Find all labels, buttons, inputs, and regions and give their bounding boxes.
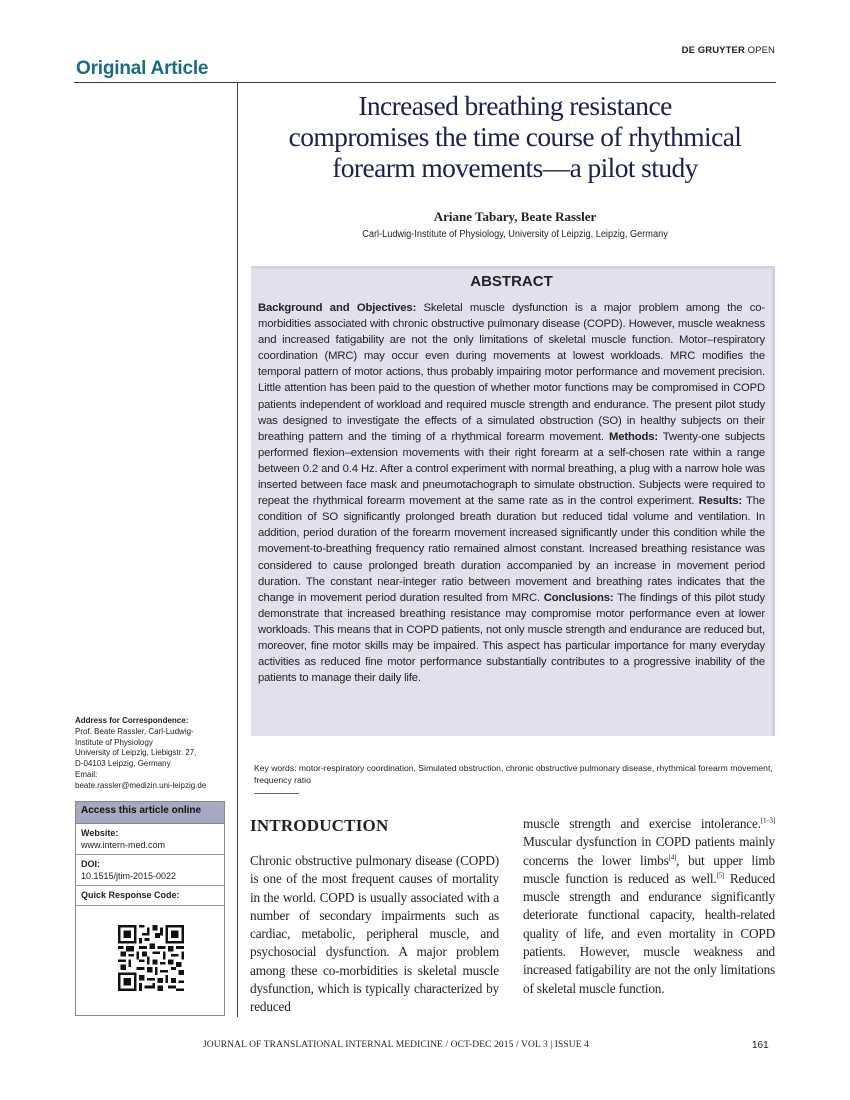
- citation-link[interactable]: [5]: [716, 871, 725, 880]
- intro-text: Muscular dysfunction in COPD patients mainly concerns the lower limbs: [523, 834, 775, 868]
- abstract-label-methods: Methods:: [608, 430, 658, 443]
- qr-row: [76, 886, 224, 906]
- access-heading: Access this article online: [76, 802, 224, 824]
- affiliation: Carl-Ludwig-Institute of Physiology, University of Leipzig, Leipzig, Germany: [362, 229, 668, 240]
- keywords-text: motor-respiratory coordination, Simulated obstruction, chronic obstructive pulmonary disease, rhythmical forearm movement, frequency ratio: [254, 763, 773, 785]
- publisher-name-rest: OPEN: [747, 45, 775, 56]
- header-divider: [74, 82, 776, 83]
- correspondence-line: Email:: [75, 769, 98, 779]
- keywords-label: Key words:: [254, 763, 297, 773]
- citation-link[interactable]: [1–3]: [760, 816, 775, 825]
- doi-link[interactable]: 10.1515/jtim-2015-0022: [81, 870, 177, 881]
- keywords-divider: [254, 793, 299, 794]
- abstract-label-conclusions: Conclusions:: [543, 591, 614, 604]
- intro-text: , but upper limb muscle function is reduced as well.: [523, 852, 775, 886]
- abstract-label-results: Results:: [698, 495, 742, 508]
- abstract-text-results: The condition of SO significantly prolonged breath duration but reduced tidal volume and ventilation. In addition, period duration of the forearm movement increased significantly under this condition while the movement-to-breathing frequency ratio remained almost constant. Increased breathing resistance was considered to cause prolonged breath duration accompanied by an increase in movement period duration. The constant near-integer ratio between movement and breathing rates indicates that the change in movement period duration resulted from MRC.: [258, 495, 765, 604]
- abstract-body: [258, 300, 765, 686]
- publisher-name-bold: DE GRUYTER: [681, 45, 745, 56]
- abstract-heading: ABSTRACT: [470, 273, 553, 290]
- intro-text: Reduced muscle strength and endurance significantly deteriorate functional capacity, health-related quality of life, and even mortality in COPD patients. However, muscle weakness and increased fatigability are not the only limitations of skeletal muscle function.: [523, 870, 775, 996]
- website-label: Website:: [81, 828, 119, 838]
- introduction-column-1: Chronic obstructive pulmonary disease (COPD) is one of the most frequent causes of mortality in the world. COPD is usually associated with a number of secondary impairments such as cardiac, metabolic, peripheral muscle, and psychosocial dysfunction. A major problem among these co-morbidities is skeletal muscle dysfunction, which is typically characterized by reduced: [250, 853, 499, 1015]
- correspondence-line: D-04103 Leipzig, Germany: [75, 759, 171, 769]
- correspondence-address: [75, 716, 235, 792]
- page-number: 161: [752, 1040, 769, 1051]
- qr-code-icon: [118, 925, 184, 991]
- doi-row: [76, 855, 224, 886]
- correspondence-line: University of Leipzig, Liebigstr. 27,: [75, 748, 197, 758]
- correspondence-line: Institute of Physiology: [75, 737, 153, 747]
- column-divider: [237, 83, 238, 1017]
- website-link[interactable]: www.intern-med.com: [81, 839, 166, 850]
- authors: Ariane Tabary, Beate Rassler: [433, 209, 597, 224]
- correspondence-line: Prof. Beate Rassler, Carl-Ludwig-: [75, 726, 194, 736]
- abstract-box: [251, 266, 775, 736]
- abstract-text-methods: Twenty-one subjects performed flexion–extension movements with their right forearm at a self-chosen rate within a range between 0.2 and 0.4 Hz. After a control experiment with normal breathing, a plug with a narrow hole was inserted between face mask and pneumotachograph to simulate obstruction. Subjects were required to repeat the rhythmical forearm movement at the same rate as in the control experiment.: [258, 430, 765, 508]
- publisher-logo: [682, 45, 775, 56]
- correspondence-email[interactable]: beate.rassler@medizin.uni-leipzig.de: [75, 780, 207, 790]
- access-online-box: [75, 801, 225, 1016]
- qr-label: Quick Response Code:: [81, 890, 180, 900]
- title-line: forearm movements—a pilot study: [332, 152, 698, 183]
- intro-text: muscle strength and exercise intolerance.: [523, 816, 761, 831]
- journal-footer: JOURNAL OF TRANSLATIONAL INTERNAL MEDICINE / OCT-DEC 2015 / VOL 3 | ISSUE 4: [203, 1040, 589, 1050]
- keywords: [254, 763, 774, 786]
- citation-link[interactable]: [4]: [668, 853, 677, 862]
- doi-label: DOI:: [81, 859, 100, 869]
- article-title: [250, 90, 780, 183]
- title-line: Increased breathing resistance: [358, 90, 672, 121]
- title-line: compromises the time course of rhythmical: [288, 121, 742, 152]
- introduction-heading: INTRODUCTION: [250, 816, 389, 835]
- section-label: Original Article: [76, 58, 209, 79]
- website-row: [76, 824, 224, 855]
- abstract-text-background: Skeletal muscle dysfunction is a major problem among the co-morbidities associated with chronic obstructive pulmonary disease (COPD). However, muscle weakness and increased fatigability are not the only limitations of skeletal muscle function. Motor–respiratory coordination (MRC) may occur even during movements at lowest workloads. MRC modifies the temporal pattern of motor actions, thus probably impairing motor performance and movement precision. Little attention has been paid to the question of whether motor functions may be compromised in COPD patients independent of workload and required muscle strength and endurance. The present pilot study was designed to investigate the effects of a simulated obstruction (SO) in healthy subjects on their breathing pattern and the timing of a rhythmical forearm movement.: [258, 302, 765, 443]
- abstract-text-conclusions: The findings of this pilot study demonstrate that increased breathing resistance may compromise motor performance even at lower workloads. This means that in COPD patients, not only muscle strength and endurance are reduced but, moreover, fine motor skills may be impaired. This aspect has particular importance for many everyday activities as reduced fine motor performance substantially contributes to a progressive inability of the patients to manage their daily life.: [258, 591, 766, 685]
- abstract-label-background: Background and Objectives:: [258, 302, 417, 314]
- introduction-column-2: [523, 815, 775, 998]
- correspondence-heading: Address for Correspondence:: [75, 716, 189, 725]
